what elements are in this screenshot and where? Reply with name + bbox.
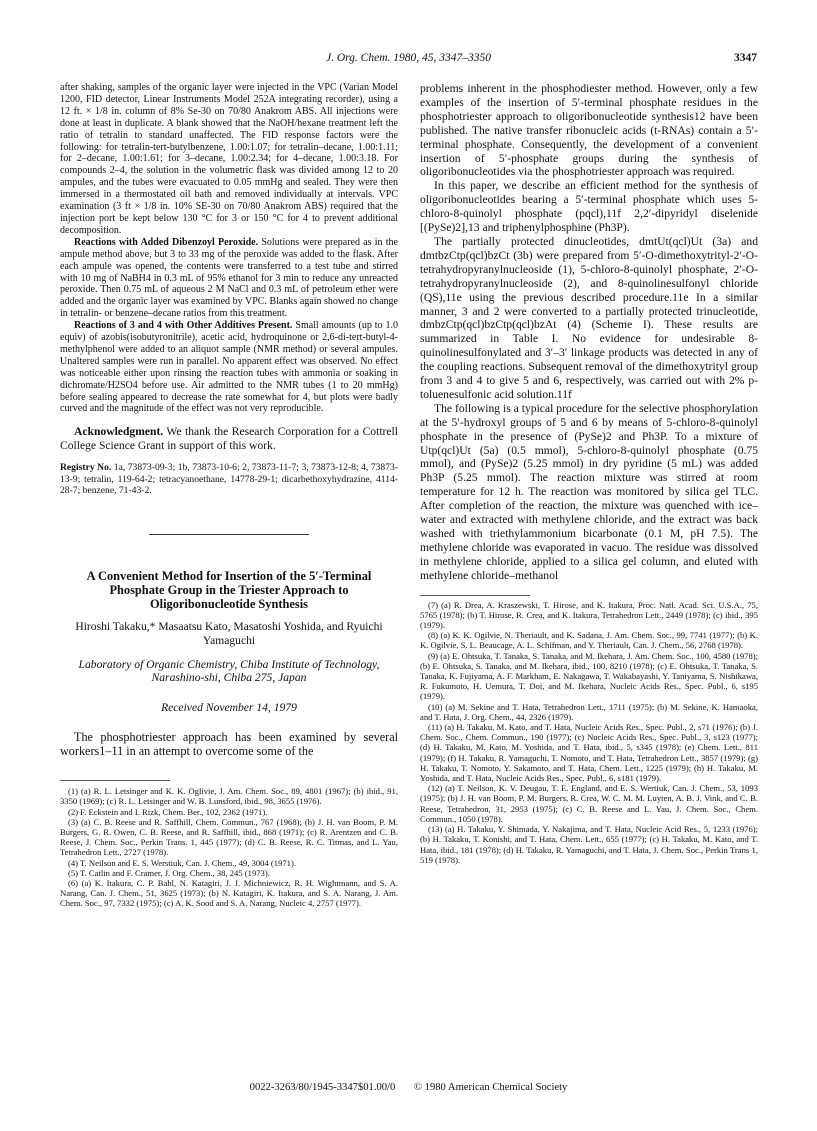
footnote: (2) F. Eckstein and I. Rizk, Chem. Ber., 102, 2362 (1971). xyxy=(68,806,268,817)
page-footer xyxy=(0,1082,817,1093)
footnote: (4) T. Neilson and E. S. Werstiuk, Can. J. Chem., 49, 3004 (1971). xyxy=(68,857,296,868)
experimental-paragraph xyxy=(60,237,398,320)
footnote: (1) (a) R. L. Letsinger and K. K. Oglivie, J. Am. Chem. Soc., 89, 4801 (1967); (b) ibid., 91, 3350 (1969); (c) R. L. Letsinger and W. B. Lunsford, ibid., 98, 3655 (1976). xyxy=(60,786,398,807)
paragraph-text: Small amounts (up to 1.0 equiv) of azobis(isobutyronitrile), acetic acid, hydroquinone or 2,6-di-tert-butyl-4-methylphenol were added to an aliquot sample (NMR method) or several ampules. Unaltered samples were run in parallel. No apparent effect was observed. No effect was noticeable either upon rinsing the reaction tubes with ammonia or soaking in dichromate/H2SO4 before use. Air admitted to the NMR tubes (1 to 20 mmHg) before sealing appeared to decrease the rate somewhat for 4, but plots were badly curved and the magnitude of the effect was not very reproducible. xyxy=(60,320,398,415)
journal-citation: J. Org. Chem. 1980, 45, 3347–3350 xyxy=(325,52,492,64)
paragraph-heading: Reactions of 3 and 4 with Other Additives Present. xyxy=(74,320,293,332)
footnote: (3) (a) C. B. Reese and R. Saffhill, Chem. Commun., 767 (1968); (b) J. H. van Boom, P. M. Burgers, G. R. Owen, C. B. Reese, and R. Saffhill, ibid., 868 (1971); (c) R. Arentzen and C. B. Reese, J. Chem. Soc., Perkin Trans. 1, 445 (1977); (d) C. B. Reese, R. C. Titmas, and L. Yau, Tetrahedron Lett., 2727 (1978). xyxy=(60,816,398,858)
footnote: (6) (a) K. Itakura, C. P. Bahl, N. Katagiri, J. J. Michniewicz, R. H. Wightmann, and S. A. Narang, Can. J. Chem., 51, 3625 (1973); (b) N. Katagiri, K. Itakura, and S. A. Narang, J. Am. Chem. Soc., 97, 7332 (1975); (c) A. K. Sood and S. A. Narang, Nucleic 4, 2757 (1977). xyxy=(60,878,398,909)
footnote: (11) (a) H. Takaku, M. Kato, and T. Hata, Nucleic Acids Res., Spec. Publ., 2, s71 (1976); (b) J. Chem. Soc., Chem. Commun., 190 (1977); (c) Nucleic Acids Res., Spec. Publ., 3, s123 (1977); (d) H. Takaku, M. Kato, M. Yoshida, and T. Hata, ibid., 5, s345 (1978); (e) Chem. Lett., 811 (1979); (f) H. Takaku, R. Yamaguchi, T. Nomoto, and T. Hata, Tetrahedron Lett., 3857 (1979); (g) H. Takaku, T. Nomoto, Y. Sakamoto, and T. Hata, Chem. Lett., 1225 (1979); (h) H. Takaku, M. Yoshida, and T. Hata, Nucleic Acids Res., Spec. Publ., 6, s181 (1979). xyxy=(420,722,758,784)
footnote: (5) T. Catlin and F. Cramer, J. Org. Chem., 38, 245 (1973). xyxy=(68,867,270,878)
registry-text: 1a, 73873-09-3; 1b, 73873-10-6; 2, 73873-11-7; 3, 73873-12-8; 4, 73873-13-9; tetralin, 119-64-2; tetracyanoethane, 14778-29-1; dicarbethoxyhydrazine, 4114-28-7; benzene, 71-43-2. xyxy=(60,462,399,496)
body-paragraph: The partially protected dinucleotides, dmtUt(qcl)Ut (3a) and dmtbzCtp(qcl)bzCt (3b) were prepared from 5′-O-dimethoxytrityl-2′-O-tetrahydropyranylnucleoside (1), 5-chloro-8-quinolyl phosphate, 2′-O-tetrahydropyranylnucleoside (2), and 8-quinolinesulfonyl chloride (QS),11e using the previous described procedure.11e In a similar manner, 3 and 2 were converted to a partially protected trinucleotide, dmbzCtp(qcl)bzCtp(qcl)bzAt (4) (Scheme I). These results are summarized in Table I. No evidence for undesirable 8-quinolinesulfonylated and 3′–3′ linkage products was detected in any of the coupling reactions. Subsequent removal of the dimethoxytrityl group from 3 and 4 to give 5 and 6, respectively, was carried out with 2% p-toluenesulfonic acid solution.11f xyxy=(420,234,758,401)
footnote: (7) (a) R. Drea, A. Kraszewski, T. Hirose, and K. Itakura, Proc. Natl. Acad. Sci. U.S.A., 75, 5765 (1978); (b) T. Hirose, R. Crea, and K. Itakura, Tetrahedron Lett., 2449 (1978); (c) ibid., 395 (1979). xyxy=(420,599,758,631)
footnote: (13) (a) H. Takaku, Y. Shimada, Y. Nakajima, and T. Hata, Nucleic Acid Res., 5, 1233 (1976); (b) H. Takaku, T. Konishi, and T. Hata, Chem. Lett., 655 (1977); (c) H. Takaku, M. Kato, and T. Hata, ibid., 181 (1978); (d) H. Takaku, R. Yamaguchi, and T. Hata, J. Chem. Soc., Perkin Trans 1, 519 (1978). xyxy=(420,824,758,865)
article-title: A Convenient Method for Insertion of the 5′-Terminal Phosphate Group in the Triester Approach to Oligoribonucleotide Synthesis xyxy=(86,569,372,612)
paragraph-heading: Reactions with Added Dibenzoyl Peroxide. xyxy=(74,236,259,248)
experimental-paragraph: after shaking, samples of the organic layer were injected in the VPC (Varian Model 1200, FID detector, Linear Instruments Model 252A integrating recorder), using a 12 ft. × 1/8 in. column of 8% Se-30 on 70/80 Anakrom ABS. All injections were done at least in duplicate. A blank showed that the NaOH/hexane treatment left the ratio of tetralin to standard unaffected. The FID response factors were the following: for tetralin-tert-butylbenzene, 1.00:1.07; for tetralin–decane, 1.00:1.11; for 2–decane, 1.00:1.61; for 3–decane, 1.00:2.34; for 4–decane, 1.00:3.18. For compounds 2–4, the solution in the volumetric flask was divided among 12 to 20 ampules, and the tubes were evacuated to 0.05 mmHg and sealed. They were then immersed in a thermostated oil bath and removed individually at intervals. VPC examination (3 ft × 1/8 in. 10% SE-30 on 70/80 Anakrom ABS) required that the injection port be kept below 130 °C for 3 or 150 °C for 4 to prevent additional decomposition. xyxy=(60,82,398,236)
article-intro: The phosphotriester approach has been examined by several workers1–11 in an attempt to overcome some of the xyxy=(60,729,398,758)
footnote: (10) (a) M. Sekine and T. Hata, Tetrahedron Lett., 1711 (1975); (b) M. Sekine, K. Hamaoka, and T. Hata, J. Org. Chem., 44, 2326 (1979). xyxy=(420,701,758,722)
copyright: © 1980 American Chemical Society xyxy=(413,1082,568,1093)
footnote: (12) (a) T. Neilson, K. V. Deugau, T. E. England, and E. S. Wertiuk, Can. J. Chem., 53, 1093 (1975); (b) J. H. van Boom, P. M. Burgers, R. Crea, W. C. M. M. Luyten, A. B. J. Vink, and C. B. Reese, Tetrahedron, 31, 2953 (1975); (c) C. B. Reese and L. Yau, J. Chem. Soc., Chem. Commun., 1050 (1978). xyxy=(420,783,758,824)
section-divider xyxy=(149,534,309,535)
article-authors: Hiroshi Takaku,* Masaatsu Kato, Masatoshi Yoshida, and Ryuichi Yamaguchi xyxy=(75,620,383,647)
right-column xyxy=(420,82,758,865)
article-code: 0022-3263/80/1945-3347$01.00/0 xyxy=(249,1082,396,1093)
left-column xyxy=(60,82,398,909)
running-header xyxy=(60,52,757,68)
footnote: (9) (a) E. Ohtsuka, T. Tanaka, S. Tanaka, and M. Ikehara, J. Am. Chem. Soc., 100, 4580 (1978); (b) E. Ohtsuka, S. Tanaka, and M. Ikehara, ibid., 100, 8210 (1978); (c) E. Ohtsuka, T. Tanaka, S. Tanaka, K. Fujiyama, A. F. Markham, E. Nakagawa, T. Wakabayashi, Y. Taniyama, S. Nishikawa, R. Fukumoto, H. Uemura, T. Doi, and M. Ikehara, Nucleic Acids Res., Spec. Publ., 6, s195 (1979). xyxy=(420,650,758,702)
footnote-divider xyxy=(420,595,530,596)
experimental-paragraph xyxy=(60,320,398,415)
footnote-divider xyxy=(60,780,170,781)
author-affiliation: Laboratory of Organic Chemistry, Chiba Institute of Technology, Narashino-shi, Chiba 275, Japan xyxy=(78,657,380,685)
paragraph-text: Solutions were prepared as in the ampule method above, but 3 to 33 mg of the peroxide was added to the flask. After each ampule was opened, the contents were transferred to a test tube and stirred with 10 mg of NaBH4 in 0.3 mL of 95% ethanol for 3 min to reduce any unreacted peroxide. Then 0.75 mL of aqueous 2 M NaCl and 0.3 mL of petroleum ether were added and the organic layer was examined by VPC. Blanks again showed no change in tetralin- or benzene–decane ratios from this treatment. xyxy=(60,236,398,320)
page-number: 3347 xyxy=(734,52,757,64)
registry-numbers xyxy=(60,462,398,496)
footnote: (8) (a) K. K. Ogilvie, N. Theriault, and K. Sadana, J. Am. Chem. Soc., 99, 7741 (1977); (b) K. K. Ogilvie, S. L. Beaucage, A. L. Schifman, and Y. Theriault, Can. J. Chem., 56, 2768 (1978). xyxy=(420,630,758,651)
acknowledgment-heading: Acknowledgment. xyxy=(74,425,164,439)
acknowledgment-text: We thank the Research Corporation for a Cottrell College Science Grant in support of this work. xyxy=(60,425,398,453)
received-date: Received November 14, 1979 xyxy=(161,700,297,714)
body-paragraph: The following is a typical procedure for the selective phosphorylation at the 5′-hydroxyl groups of 5 and 6 by means of 5-chloro-8-quinolyl phosphate in the presence of (PySe)2 and Ph3P. To a mixture of Utp(qcl)Ut (5a) (0.5 mmol), 5-chloro-8-quinolyl phosphate (0.75 mmol), and (PySe)2 (5.25 mmol) in dry pyridine (5 mL) was added Ph3P (5.25 mmol). The reaction mixture was stirred at room temperature for 12 h. The reaction was monitored by silica gel TLC. After completion of the reaction, the mixture was quenched with ice–water and extracted with methylene chloride, and the extract was back washed with triethylammonium bicarbonate (0.1 M, pH 7.5). The methylene chloride was evaporated in vacuo. The residue was dissolved in methylene chloride, applied to a silica gel column, and eluted with methylene chloride–methanol xyxy=(420,401,758,582)
acknowledgment xyxy=(60,425,398,453)
body-paragraph: In this paper, we describe an efficient method for the synthesis of oligoribonucleotides bearing a 5′-terminal phosphate which uses 5-chloro-8-quinolyl phosphate (pqcl),11f 2,2′-dipyridyl diselenide [(PySe)2],13 and triphenylphosphine (Ph3P). xyxy=(420,179,758,235)
body-paragraph: problems inherent in the phosphodiester method. However, only a few examples of the insertion of 5′-terminal phosphate residues in the phosphotriester approach to oligoribonucleotide synthesis12 have been published. The native transfer ribonucleic acids (t-RNAs) contain a 5′-terminal phosphate. Consequently, the development of a convenient insertion of 5′-phosphate groups during the synthesis of oligoribonucleotides via the phosphotriester approach was required. xyxy=(420,82,758,179)
registry-heading: Registry No. xyxy=(60,462,112,474)
